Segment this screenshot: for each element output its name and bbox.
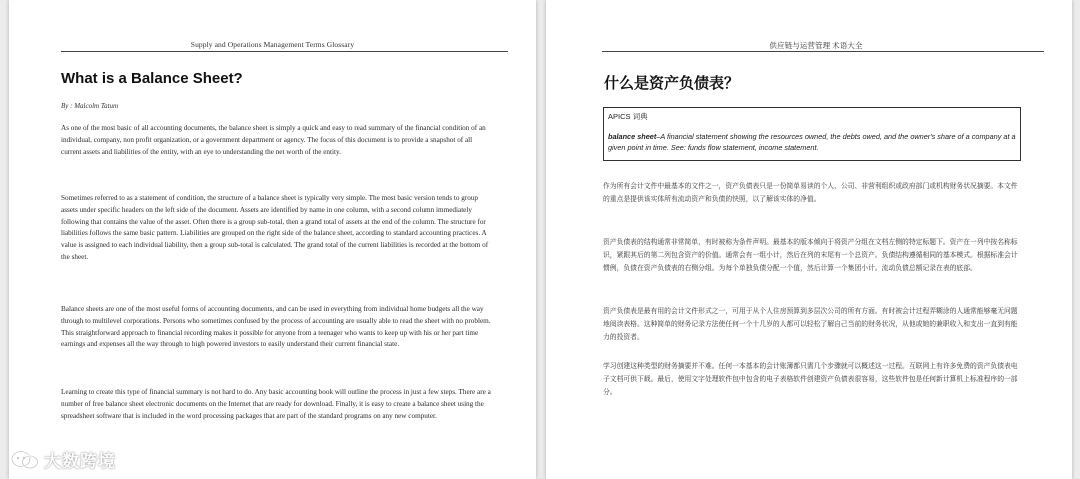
page-title: What is a Balance Sheet?: [61, 70, 243, 87]
paragraph-4: [61, 387, 493, 422]
paragraph-1: [61, 123, 493, 158]
paragraph-text: 资产负债表的结构通常非常简单，有时被称为条件声明。最基本的版本倾向于将资产分组在文档左侧的特定标题下。资产在一列中按名称标识，紧跟其后的第二列包含资产的价值。通常会有一组小计，然后在列的末尾有一个总资产。负债结构遵循相同的基本模式。根据标准会计惯例，负债在资产负债表的右侧分组。为每个单独负债分配一个值，然后计算一个集团小计。流动负债总额记录在表的底部。: [603, 238, 1018, 272]
wechat-style-logo-icon: [10, 449, 40, 471]
author-byline: By : Malcolm Tatum: [61, 102, 119, 110]
page-title: 什么是资产负债表？: [604, 75, 740, 92]
right-document-page: [546, 0, 1072, 479]
cn-paragraph-2: [603, 236, 1019, 275]
paragraph-2: [61, 193, 493, 264]
apics-definition-box: [603, 107, 1021, 161]
left-document-page: [9, 0, 536, 479]
header-divider: [61, 51, 508, 52]
paragraph-text: 作为所有会计文件中最基本的文件之一，资产负债表只是一份简单易读的个人、公司、非营利组织或政府部门或机构财务状况摘要。本文件的重点是提供该实体所有流动资产和负债的快照，以了解该实体的净值。: [603, 182, 1018, 203]
paragraph-3: [61, 304, 493, 351]
apics-box-title: APICS 词典: [608, 112, 648, 121]
apics-definition-text: –A financial statement showing the resources owned, the debts owed, and the owner's share of a company at a given point in time. See: funds flow statement, income statement.: [608, 132, 1016, 152]
cn-paragraph-1: [603, 180, 1019, 206]
header-divider: [602, 51, 1044, 52]
watermark-text: 大数跨境: [44, 452, 116, 472]
paragraph-text: 资产负债表是最有用的会计文件形式之一，可用于从个人住房预算到多层次公司的所有方面。有时被会计过程弄糊涂的人通常能够毫无问题地阅读表格。这种简单的财务记录方法使任何一个十几岁的人都可以轻松了解自己当前的财务状况，从他或她的兼职收入和支出一直到有能力的投资者。: [603, 307, 1018, 341]
paragraph-text: As one of the most basic of all accounting documents, the balance sheet is simply a quick and easy to read summary of the financial condition of an individual, company, non profit organization, or a government department or agency. The focus of this document is to provide a snapshot of all current assets and liabilities of the entity, with an eye to understanding the net worth of the entity.: [61, 124, 486, 156]
paragraph-text: 学习创建这种类型的财务摘要并不难。任何一本基本的会计账簿都只需几个步骤就可以概述这一过程。互联网上有许多免费的资产负债表电子文档可供下载。最后，使用文字处理软件包中包含的电子表格软件创建资产负债表很容易，这些软件包是任何新计算机上标准程序的一部分。: [603, 362, 1018, 396]
apics-definition: [608, 131, 1016, 153]
apics-term: balance sheet: [608, 132, 657, 141]
paragraph-text: Sometimes referred to as a statement of condition, the structure of a balance sheet is typically very simple. The most basic version tends to group assets under specific headers on the left side of the document. Assets are identified by name in one column, with a second column immediately following that contains the value of the asset. Often there is a group sub-total, then a grand total of assets at the end of the column. The structure for liabilities follows the same basic pattern. Liabilities are grouped on the right side of the balance sheet, according to standard accounting practices. A value is assigned to each individual liability, then a group sub-total is calculated. The grand total of the current liabilities is recorded at the bottom of the sheet.: [61, 194, 489, 261]
cn-paragraph-4: [603, 360, 1019, 399]
paragraph-text: Balance sheets are one of the most useful forms of accounting documents, and can be used in everything from individual home budgets all the way through to multilevel corporations. Persons who sometimes confused by the process of accounting are usually able to read the sheet with no problem. This straightforward approach to financial recording makes it possible for anyone from a teenager who wants to keep up with his or her part time earnings and expenses all the way through to high powered investors to easily understand their current financial state.: [61, 305, 491, 349]
paragraph-text: Learning to create this type of financial summary is not hard to do. Any basic accounting book will outline the process in just a few steps. There are a number of free balance sheet electronic documents on the Internet that are ready for download. Finally, it is easy to create a balance sheet using the spreadsheet software that is included in the word processing packages that are part of the standard programs on any new computer.: [61, 388, 491, 420]
cn-paragraph-3: [603, 305, 1019, 344]
watermark: [10, 447, 116, 472]
page-header: 供应链与运营管理 术语大全: [769, 41, 863, 50]
page-header: Supply and Operations Management Terms Glossary: [190, 40, 355, 49]
